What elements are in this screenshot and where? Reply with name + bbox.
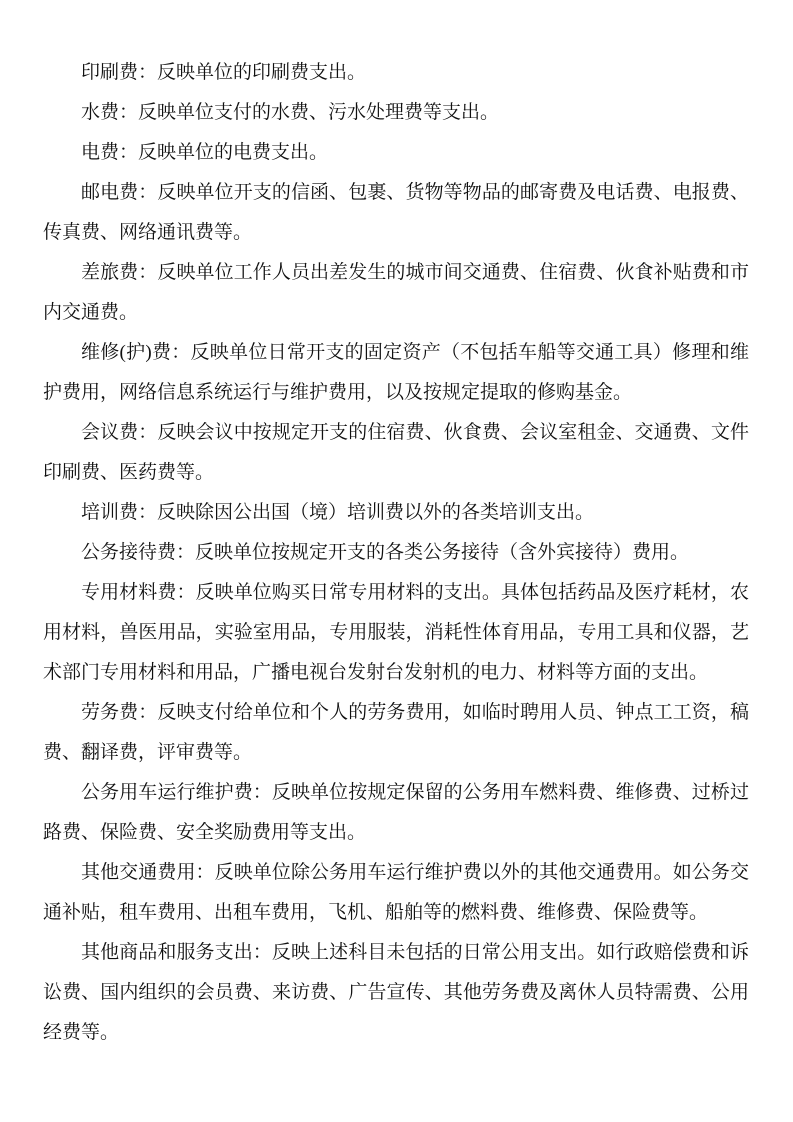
para-conference-fee: 会议费：反映会议中按规定开支的住宿费、伙食费、会议室租金、交通费、文件印刷费、医药费等。 [43,422,749,483]
para-maintenance-fee: 维修(护)费：反映单位日常开支的固定资产（不包括车船等交通工具）修理和维护费用，网络信息系统运行与维护费用，以及按规定提取的修购基金。 [43,342,749,403]
para-other-goods-services: 其他商品和服务支出：反映上述科目未包括的日常公用支出。如行政赔偿费和诉讼费、国内组织的会员费、来访费、广告宣传、其他劳务费及离休人员特需费、公用经费等。 [43,942,749,1043]
para-official-reception-fee: 公务接待费：反映单位按规定开支的各类公务接待（含外宾接待）费用。 [81,542,690,563]
para-water-fee: 水费：反映单位支付的水费、污水处理费等支出。 [81,102,500,123]
para-other-transport-fee: 其他交通费用：反映单位除公务用车运行维护费以外的其他交通费用。如公务交通补贴，租车费用、出租车费用，飞机、船舶等的燃料费、维修费、保险费等。 [43,862,749,923]
para-labor-service-fee: 劳务费：反映支付给单位和个人的劳务费用，如临时聘用人员、钟点工工资，稿费、翻译费，评审费等。 [43,702,749,763]
para-electricity-fee: 电费：反映单位的电费支出。 [81,142,329,163]
para-special-materials-fee: 专用材料费：反映单位购买日常专用材料的支出。具体包括药品及医疗耗材，农用材料，兽医用品，实验室用品，专用服装，消耗性体育用品，专用工具和仪器，艺术部门专用材料和用品，广播电视台发射台发射机的电力、材料等方面的支出。 [43,582,749,683]
text-block [43,53,749,1053]
para-postage-telecom-fee: 邮电费：反映单位开支的信函、包裹、货物等物品的邮寄费及电话费、电报费、传真费、网络通讯费等。 [43,182,749,243]
para-official-vehicle-fee: 公务用车运行维护费：反映单位按规定保留的公务用车燃料费、维修费、过桥过路费、保险费、安全奖励费用等支出。 [43,782,749,843]
para-travel-fee: 差旅费：反映单位工作人员出差发生的城市间交通费、住宿费、伙食补贴费和市内交通费。 [43,262,749,323]
para-printing-fee: 印刷费：反映单位的印刷费支出。 [81,62,367,83]
para-training-fee: 培训费：反映除因公出国（境）培训费以外的各类培训支出。 [81,502,595,523]
